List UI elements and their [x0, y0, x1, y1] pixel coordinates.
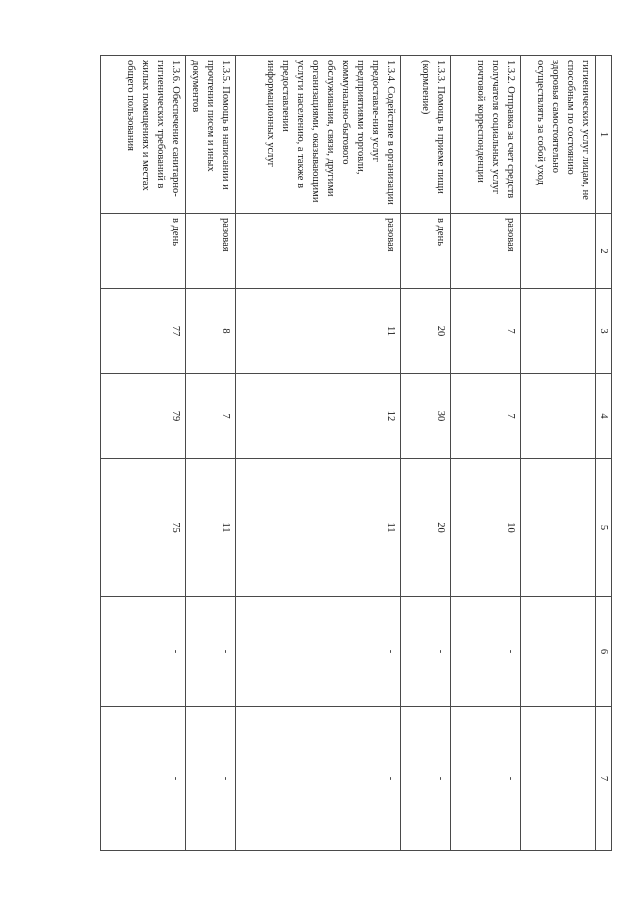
value-cell: 11: [236, 289, 401, 374]
table-row: [186, 56, 236, 851]
value-cell: [521, 374, 596, 459]
service-name: гигиенических услуг лицам, не способным по состоянию здоровья самостоятельно осуществлять за собой уход: [521, 56, 596, 214]
value-cell: -: [101, 597, 186, 707]
value-cell: -: [101, 707, 186, 851]
service-name: 1.3.6. Обеспечение санитарно-гигиенических требований в жилых помещениях и местах общего пользования: [101, 56, 186, 214]
service-name: 1.3.3. Помощь в приеме пищи (кормление): [401, 56, 451, 214]
table-row: [236, 56, 401, 851]
value-cell: 75: [101, 459, 186, 597]
service-name: 1.3.2. Отправка за счет средств получателя социальных услуг почтовой корреспонденции: [451, 56, 521, 214]
table-row: [521, 56, 596, 851]
unit-cell: разовая: [236, 214, 401, 289]
table-row: [451, 56, 521, 851]
unit-cell: в день: [101, 214, 186, 289]
column-header: 3: [596, 289, 612, 374]
column-header: 4: [596, 374, 612, 459]
value-cell: 12: [236, 374, 401, 459]
value-cell: 7: [186, 374, 236, 459]
value-cell: 79: [101, 374, 186, 459]
column-header: 1: [596, 56, 612, 214]
column-header: 7: [596, 707, 612, 851]
value-cell: -: [451, 597, 521, 707]
service-name: 1.3.4. Содействие в организации предоставле-ния услуг предприятиями торговли, коммунально-бытового обслуживания, связи, другими организациями, оказывающими услуги населению, а также в предоставлении информационных услуг: [236, 56, 401, 214]
column-header: 5: [596, 459, 612, 597]
table-row: [101, 56, 186, 851]
column-header: 2: [596, 214, 612, 289]
unit-cell: разовая: [186, 214, 236, 289]
value-cell: 7: [451, 289, 521, 374]
unit-cell: разовая: [451, 214, 521, 289]
value-cell: [521, 707, 596, 851]
rotated-table-container: [107, 55, 612, 850]
value-cell: 30: [401, 374, 451, 459]
unit-cell: [521, 214, 596, 289]
table-row: [401, 56, 451, 851]
value-cell: 11: [236, 459, 401, 597]
value-cell: [521, 289, 596, 374]
unit-cell: в день: [401, 214, 451, 289]
value-cell: [521, 459, 596, 597]
value-cell: -: [236, 597, 401, 707]
value-cell: -: [186, 597, 236, 707]
value-cell: -: [451, 707, 521, 851]
service-name: 1.3.5. Помощь в написании и прочтении писем и иных документов: [186, 56, 236, 214]
value-cell: 11: [186, 459, 236, 597]
column-header: 6: [596, 597, 612, 707]
value-cell: -: [236, 707, 401, 851]
value-cell: 20: [401, 289, 451, 374]
value-cell: 10: [451, 459, 521, 597]
value-cell: 77: [101, 289, 186, 374]
value-cell: 8: [186, 289, 236, 374]
value-cell: [521, 597, 596, 707]
value-cell: -: [401, 597, 451, 707]
value-cell: -: [401, 707, 451, 851]
value-cell: 7: [451, 374, 521, 459]
services-table: [100, 55, 612, 851]
value-cell: -: [186, 707, 236, 851]
value-cell: 20: [401, 459, 451, 597]
header-row: [596, 56, 612, 851]
